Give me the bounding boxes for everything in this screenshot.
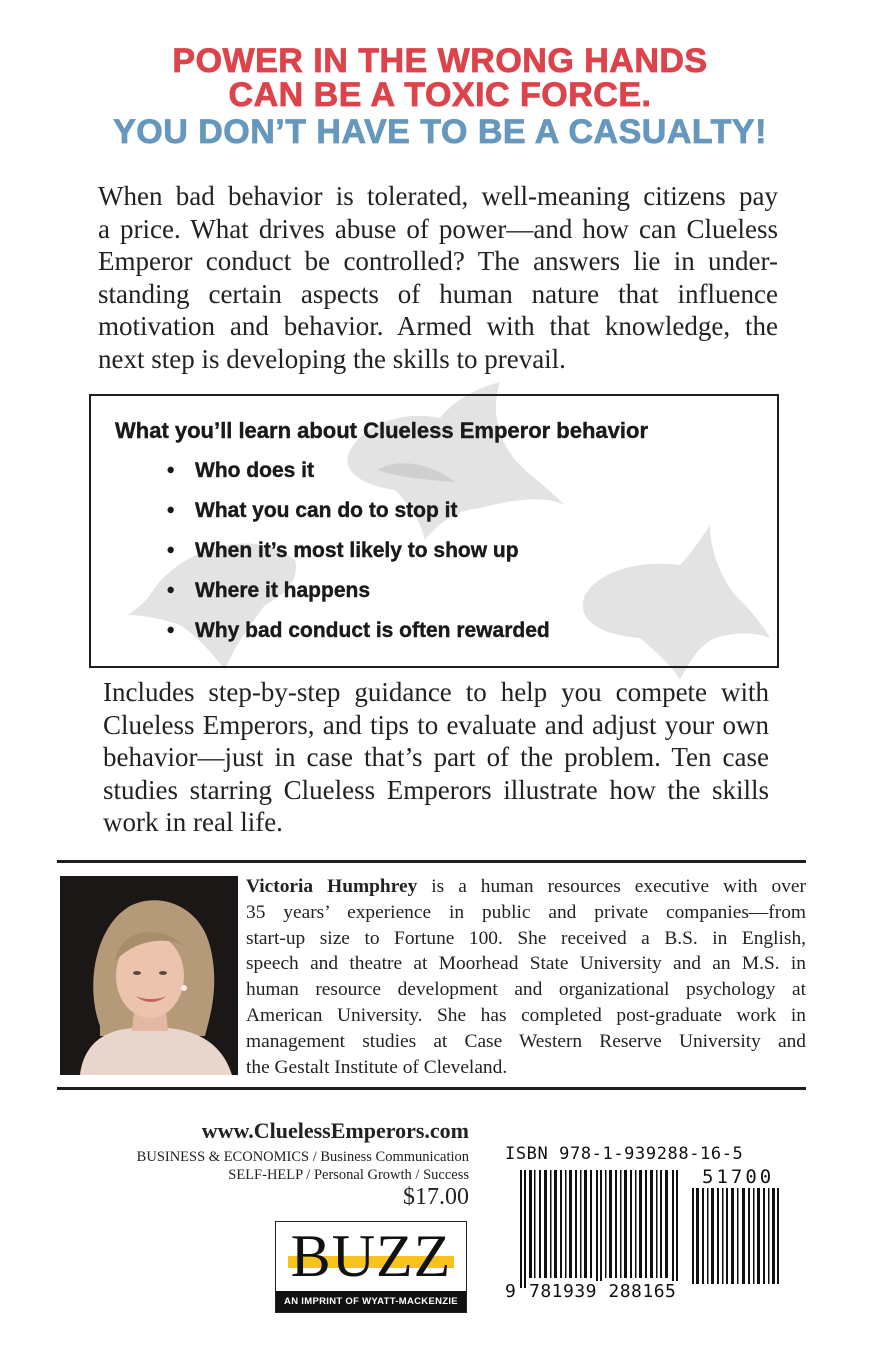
- bullet-icon: •: [167, 499, 175, 522]
- isbn-label: ISBN 978-1-939288-16-5: [505, 1144, 744, 1164]
- includes-line: work in real life.: [103, 807, 283, 838]
- logo-word: BUZZ: [290, 1223, 452, 1289]
- category-line: BUSINESS & ECONOMICS / Business Communication: [136, 1149, 469, 1165]
- includes-line: studies starring Clueless Emperors illustrate how the skills: [103, 774, 769, 805]
- intro-line: standing certain aspects of human nature that influence: [98, 278, 778, 309]
- bullet-icon: •: [167, 539, 175, 562]
- bio-line: start-up size to Fortune 100. She received a B.S. in English,: [246, 927, 806, 949]
- headline-line-2: CAN BE A TOXIC FORCE.: [228, 76, 652, 114]
- learn-item-text: When it’s most likely to show up: [195, 539, 519, 562]
- learn-list-item: [167, 539, 519, 563]
- author-portrait-icon: [60, 876, 238, 1075]
- includes-line: Clueless Emperors, and tips to evaluate and adjust your own: [103, 709, 769, 740]
- bullet-icon: •: [167, 579, 175, 602]
- includes-line: Includes step-by-step guidance to help you compete with: [103, 677, 769, 707]
- author-photo: [60, 876, 238, 1075]
- learn-list-item: [167, 579, 370, 603]
- intro-line: next step is developing the skills to prevail.: [98, 343, 566, 374]
- bio-line: American University. She has completed post-graduate work in: [246, 1004, 806, 1026]
- logo-tagline: AN IMPRINT OF WYATT-MACKENZIE: [276, 1291, 466, 1312]
- publisher-logo: [275, 1221, 467, 1313]
- intro-line: Emperor conduct be controlled? The answers lie in under-: [98, 246, 778, 277]
- intro-line: motivation and behavior. Armed with that knowledge, the: [98, 311, 778, 342]
- ean-first-digit: 9: [505, 1281, 516, 1302]
- intro-line: a price. What drives abuse of power—and how can Clueless: [98, 213, 778, 244]
- learn-item-text: What you can do to stop it: [195, 499, 458, 522]
- learn-list-item: [167, 619, 550, 643]
- learn-item-text: Where it happens: [195, 579, 371, 602]
- learn-item-text: Why bad conduct is often rewarded: [195, 619, 550, 642]
- author-name: Victoria Humphrey: [246, 876, 418, 897]
- learn-list-item: [167, 499, 457, 523]
- bullet-icon: •: [167, 619, 175, 642]
- divider: [57, 860, 806, 863]
- bio-line: management studies at Case Western Reserve University and: [246, 1030, 806, 1052]
- author-bio: [246, 874, 806, 1080]
- bio-line: [246, 874, 806, 900]
- bio-line: 35 years’ experience in public and private companies—from: [246, 901, 806, 923]
- headline-line-1: POWER IN THE WRONG HANDS: [172, 42, 708, 80]
- learn-list-item: [167, 459, 314, 483]
- bullet-icon: •: [167, 459, 175, 482]
- addon-digits: 51700: [702, 1166, 775, 1188]
- bio-line: the Gestalt Institute of Cleveland.: [246, 1056, 508, 1078]
- includes-line: behavior—just in case that’s part of the problem. Ten case: [103, 742, 769, 773]
- intro-paragraph: [98, 180, 778, 376]
- bio-line: speech and theatre at Moorhead State University and an M.S. in: [246, 953, 806, 975]
- barcode-icon: [520, 1170, 680, 1288]
- bio-line: human resource development and organizational psychology at: [246, 979, 806, 1001]
- intro-line: When bad behavior is tolerated, well-meaning citizens pay: [98, 181, 778, 211]
- learn-box-title: What you’ll learn about Clueless Emperor behavior: [115, 418, 649, 443]
- category-line: SELF-HELP / Personal Growth / Success: [228, 1167, 469, 1183]
- divider: [57, 1087, 806, 1090]
- learn-box: [89, 394, 779, 668]
- bio-text: is a human resources executive with over: [417, 876, 806, 897]
- website-link[interactable]: www.CluelessEmperors.com: [201, 1118, 469, 1143]
- ean-digits: 781939 288165: [529, 1281, 677, 1302]
- includes-paragraph: [103, 676, 769, 839]
- price: $17.00: [403, 1184, 469, 1210]
- learn-item-text: Who does it: [195, 459, 314, 482]
- addon-barcode-icon: [692, 1188, 780, 1284]
- headline-line-3: YOU DON’T HAVE TO BE A CASUALTY!: [113, 113, 767, 151]
